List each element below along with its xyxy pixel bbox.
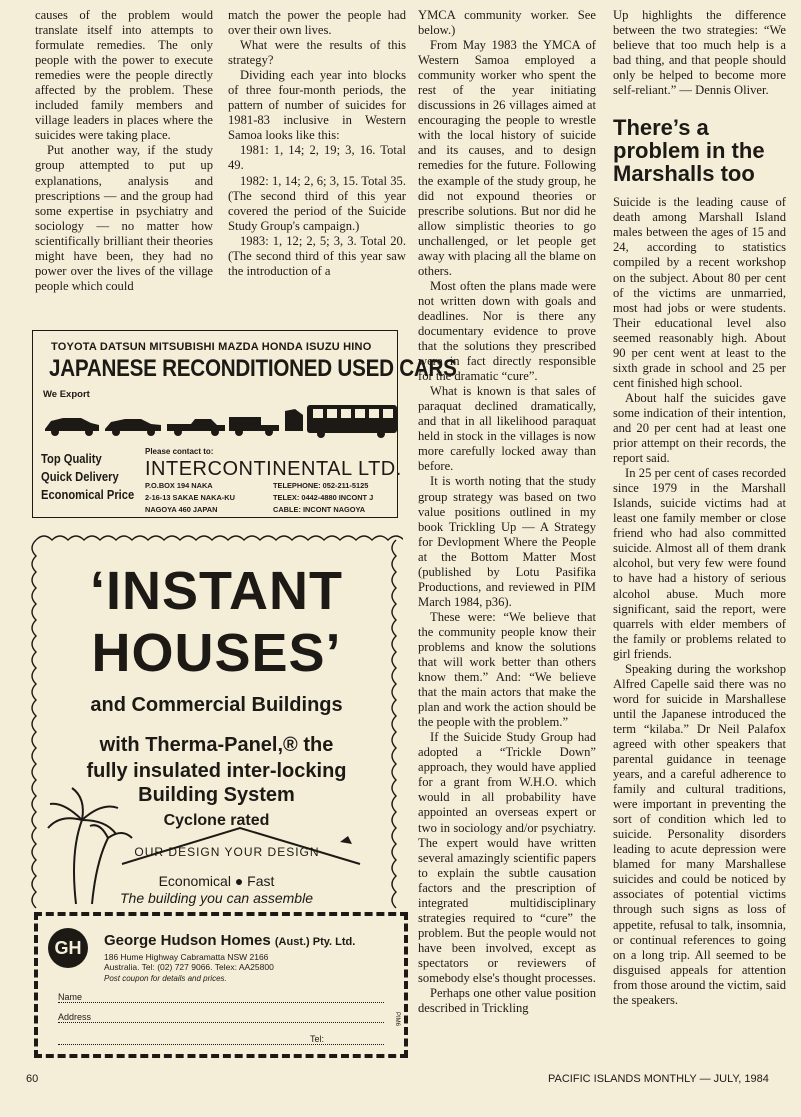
coupon-company [104,932,355,949]
paragraph: Speaking during the workshop Alfred Capelle said there was no word for suicide in Marshallese until the Japanese introduced the term “kilaba.” Dr Neil Palafox agreed with other speakers that parental guidance in teenage years, and a careful adherence to family and cultural traditions, were important in preventing the sort of condition which led to suicide. Personality disorders leading to acute depression were blamed for many Marshallese suicides and could be noticed by associates of potential victims through such signs as loss of appetite, refusal to talk, insomnia, or continual references to going on a long trip. All seemed to be disguised appeals for attention from those around the victim, said the speakers. [613,661,786,1007]
tel-label: Tel: [309,1034,324,1044]
used-cars-advertisement [32,330,457,518]
marshalls-headline [613,116,786,185]
paragraph: Most often the plans made were not written down with goals and deadlines. Nor is there any documentary evidence to prove that the solutions they prescribed were in fact directly responsible for the dramatic “cure”. [418,278,596,384]
insulated-line: fully insulated inter-locking [86,760,347,782]
paragraph: Dividing each year into blocks of three four-month periods, the pattern of number of suicides for 1981-83 inclusive in Western Samoa looks like this: [228,68,406,143]
commercial-buildings: and Commercial Buildings [90,694,343,716]
building-system: Building System [138,784,295,806]
telephone-field[interactable] [58,1034,384,1045]
design-arc-text: OUR DESIGN YOUR DESIGN [134,845,320,859]
paragraph: It is worth noting that the study group strategy was based on two value positions outlined in my book Trickling Up — A Strategy for Devlopment Where the People at the Bottom Matter Most (published by Lotu Pasifika Productions, and reviewed in PIM March 1984, p36). [418,474,596,609]
paragraph: Suicide is the leading cause of death among Marshall Island males between the ages of 15 and 24, according to statistics compiled by a recent workshop on the subject. About 80 per cent of the victims are unmarried, most had jobs or were students. Their educational level also seemed reasonably high. About 90 per cent went at least to the sixth grade in school and 25 per cent finished high school. [613,195,786,390]
article-column-1 [35,8,213,294]
company-name: INTERCONTINENTAL LTD. [145,458,402,480]
coupon-box [34,912,408,1058]
export-label: We Export [43,389,90,400]
paragraph: match the power the people had over their own lives. [228,8,406,38]
paragraph: In 25 per cent of cases recorded since 1979 in the Marshall Islands, suicide victims had at least one family member or close friend who had also committed suicide. Almost all of them drank alcohol, but very few were found to have had a history of serious alcohol abuse. Much more significant, said the report, were quarrels with elder members of the family or problems related to girl friends. [613,466,786,661]
cyclone-rated: Cyclone rated [163,812,270,829]
address-line: P.O.BOX 194 NAKA [145,481,213,490]
name-field[interactable] [58,992,384,1003]
paragraph: What is known is that sales of paraquat declined dramatically, and that in all likelihood paraquat held in stock in the villages is now more carefully locked away than before. [418,384,596,474]
address-label: Address [58,1012,92,1022]
paragraph: 1981: 1, 14; 2, 19; 3, 16. Total 49. [228,143,406,173]
article-column-3 [418,8,596,1016]
article-column-4 [613,8,786,1008]
article-column-2 [228,8,406,279]
tagline-quality: Top Quality [41,451,102,466]
coupon-address: 186 Hume Highway Cabramatta NSW 2166 [104,952,269,962]
address-line: 2-16-13 SAKAE NAKA-KU [145,493,235,502]
tagline-delivery: Quick Delivery [41,469,119,484]
paragraph: 1983: 1, 12; 2, 5; 3, 3. Total 20. (The second third of this year saw the introduction of a [228,233,406,278]
paragraph: causes of the problem would translate itself into attempts to formulate remedies. The only people with the power to execute remedies were the people directly affected by the problem. These included family members and village leaders in places where the suicides were taking place. [35,8,213,143]
paragraph: What were the results of this strategy? [228,38,406,68]
coupon-code: PIM6 [394,1012,400,1027]
telephone: TELEPHONE: 052-211-5125 [273,481,369,490]
paragraph: From May 1983 the YMCA of Western Samoa employed a community worker who spent the rest of the year initiating discussions in 26 villages aimed at encouraging the people to wrestle with the local history of suicide and its causes, and to design remedies for the future. Following the example of the study group, he did not expound theories or prescribe solutions. But nor did he allow simplistic theories to go unchallenged, or let people get away with placing all the blame on others. [418,38,596,278]
therma-panel: with Therma-Panel,® the [99,734,334,756]
paragraph: About half the suicides gave some indication of their intention, and 20 per cent had at least one prior attempt on their records, the report said. [613,390,786,466]
george-hudson-logo: GH [48,928,88,968]
page-number: 60 [26,1073,39,1085]
paragraph: 1982: 1, 14; 2, 6; 3, 15. Total 35. (The second third of this year covered the period of the Suicide Study Group's campaign.) [228,173,406,233]
paragraph: Up highlights the difference between the two strategies: “We believe that too much help is a bad thing, and that people should only be helped to become more self-reliant.” — Dennis Oliver. [613,8,786,98]
address-line: NAGOYA 460 JAPAN [145,505,218,514]
paragraph: Put another way, if the study group attempted to put up explanations, analysis and prescriptions — and the group had some expertise in psychiatry and sociology — no matter how scientifically brilliant their theories might have been, they had no power over the lives of the village people which could [35,143,213,293]
headline-line: problem in the [613,138,765,164]
telex: TELEX: 0442-4880 INCONT J [273,493,374,502]
coupon-contact: Australia. Tel: (02) 727 9066. Telex: AA25800 [104,962,274,972]
assemble-slogan: The building you can assemble [119,890,313,906]
paragraph: If the Suicide Study Group had adopted a “Trickle Down” approach, they would have applied for a grant from W.H.O. which would in all probability have appointed an overseas expert or two in sociology and/or psychiatry. The expert would have written several amazingly scientific papers to explain the subtle causation factors and the prescription of integrated multidisciplinary strategies required to “cure” the problem. But the people would not have been involved, except as spectators or reviewers of somebody else's thought processes. [418,730,596,985]
headline-line: Marshalls too [613,161,755,187]
houses-heading: HOUSES’ [91,623,342,683]
coupon-company-name: George Hudson Homes [104,932,271,949]
vehicles-illustration [41,403,401,441]
paragraph: Perhaps one other value position described in Trickling [418,986,596,1016]
paragraph: YMCA community worker. See below.) [418,8,596,38]
headline-line: There’s a [613,115,709,141]
instant-houses-advertisement [30,532,403,910]
tagline-price: Economical Price [41,487,135,502]
car-brands: TOYOTA DATSUN MITSUBISHI MAZDA HONDA ISUZU HINO [51,341,372,353]
contact-label: Please contact to: [145,447,214,456]
instant-heading: ‘INSTANT [90,561,343,621]
economical-fast: Economical ● Fast [158,873,275,889]
address-field[interactable] [58,1012,384,1023]
paragraph: These were: “We believe that the community people know their problems and know the solutions that will work better than others know them.” And: “We believe that the main actors that make the plan and work the action should be the people with the problem.” [418,609,596,730]
cable: CABLE: INCONT NAGOYA [273,505,366,514]
coupon-instruction: Post coupon for details and prices. [104,974,227,983]
cars-ad-title: JAPANESE RECONDITIONED USED CARS [49,355,457,382]
publication-line: PACIFIC ISLANDS MONTHLY — JULY, 1984 [548,1073,769,1085]
name-label: Name [58,992,83,1002]
coupon-company-suffix: (Aust.) Pty. Ltd. [274,936,356,948]
